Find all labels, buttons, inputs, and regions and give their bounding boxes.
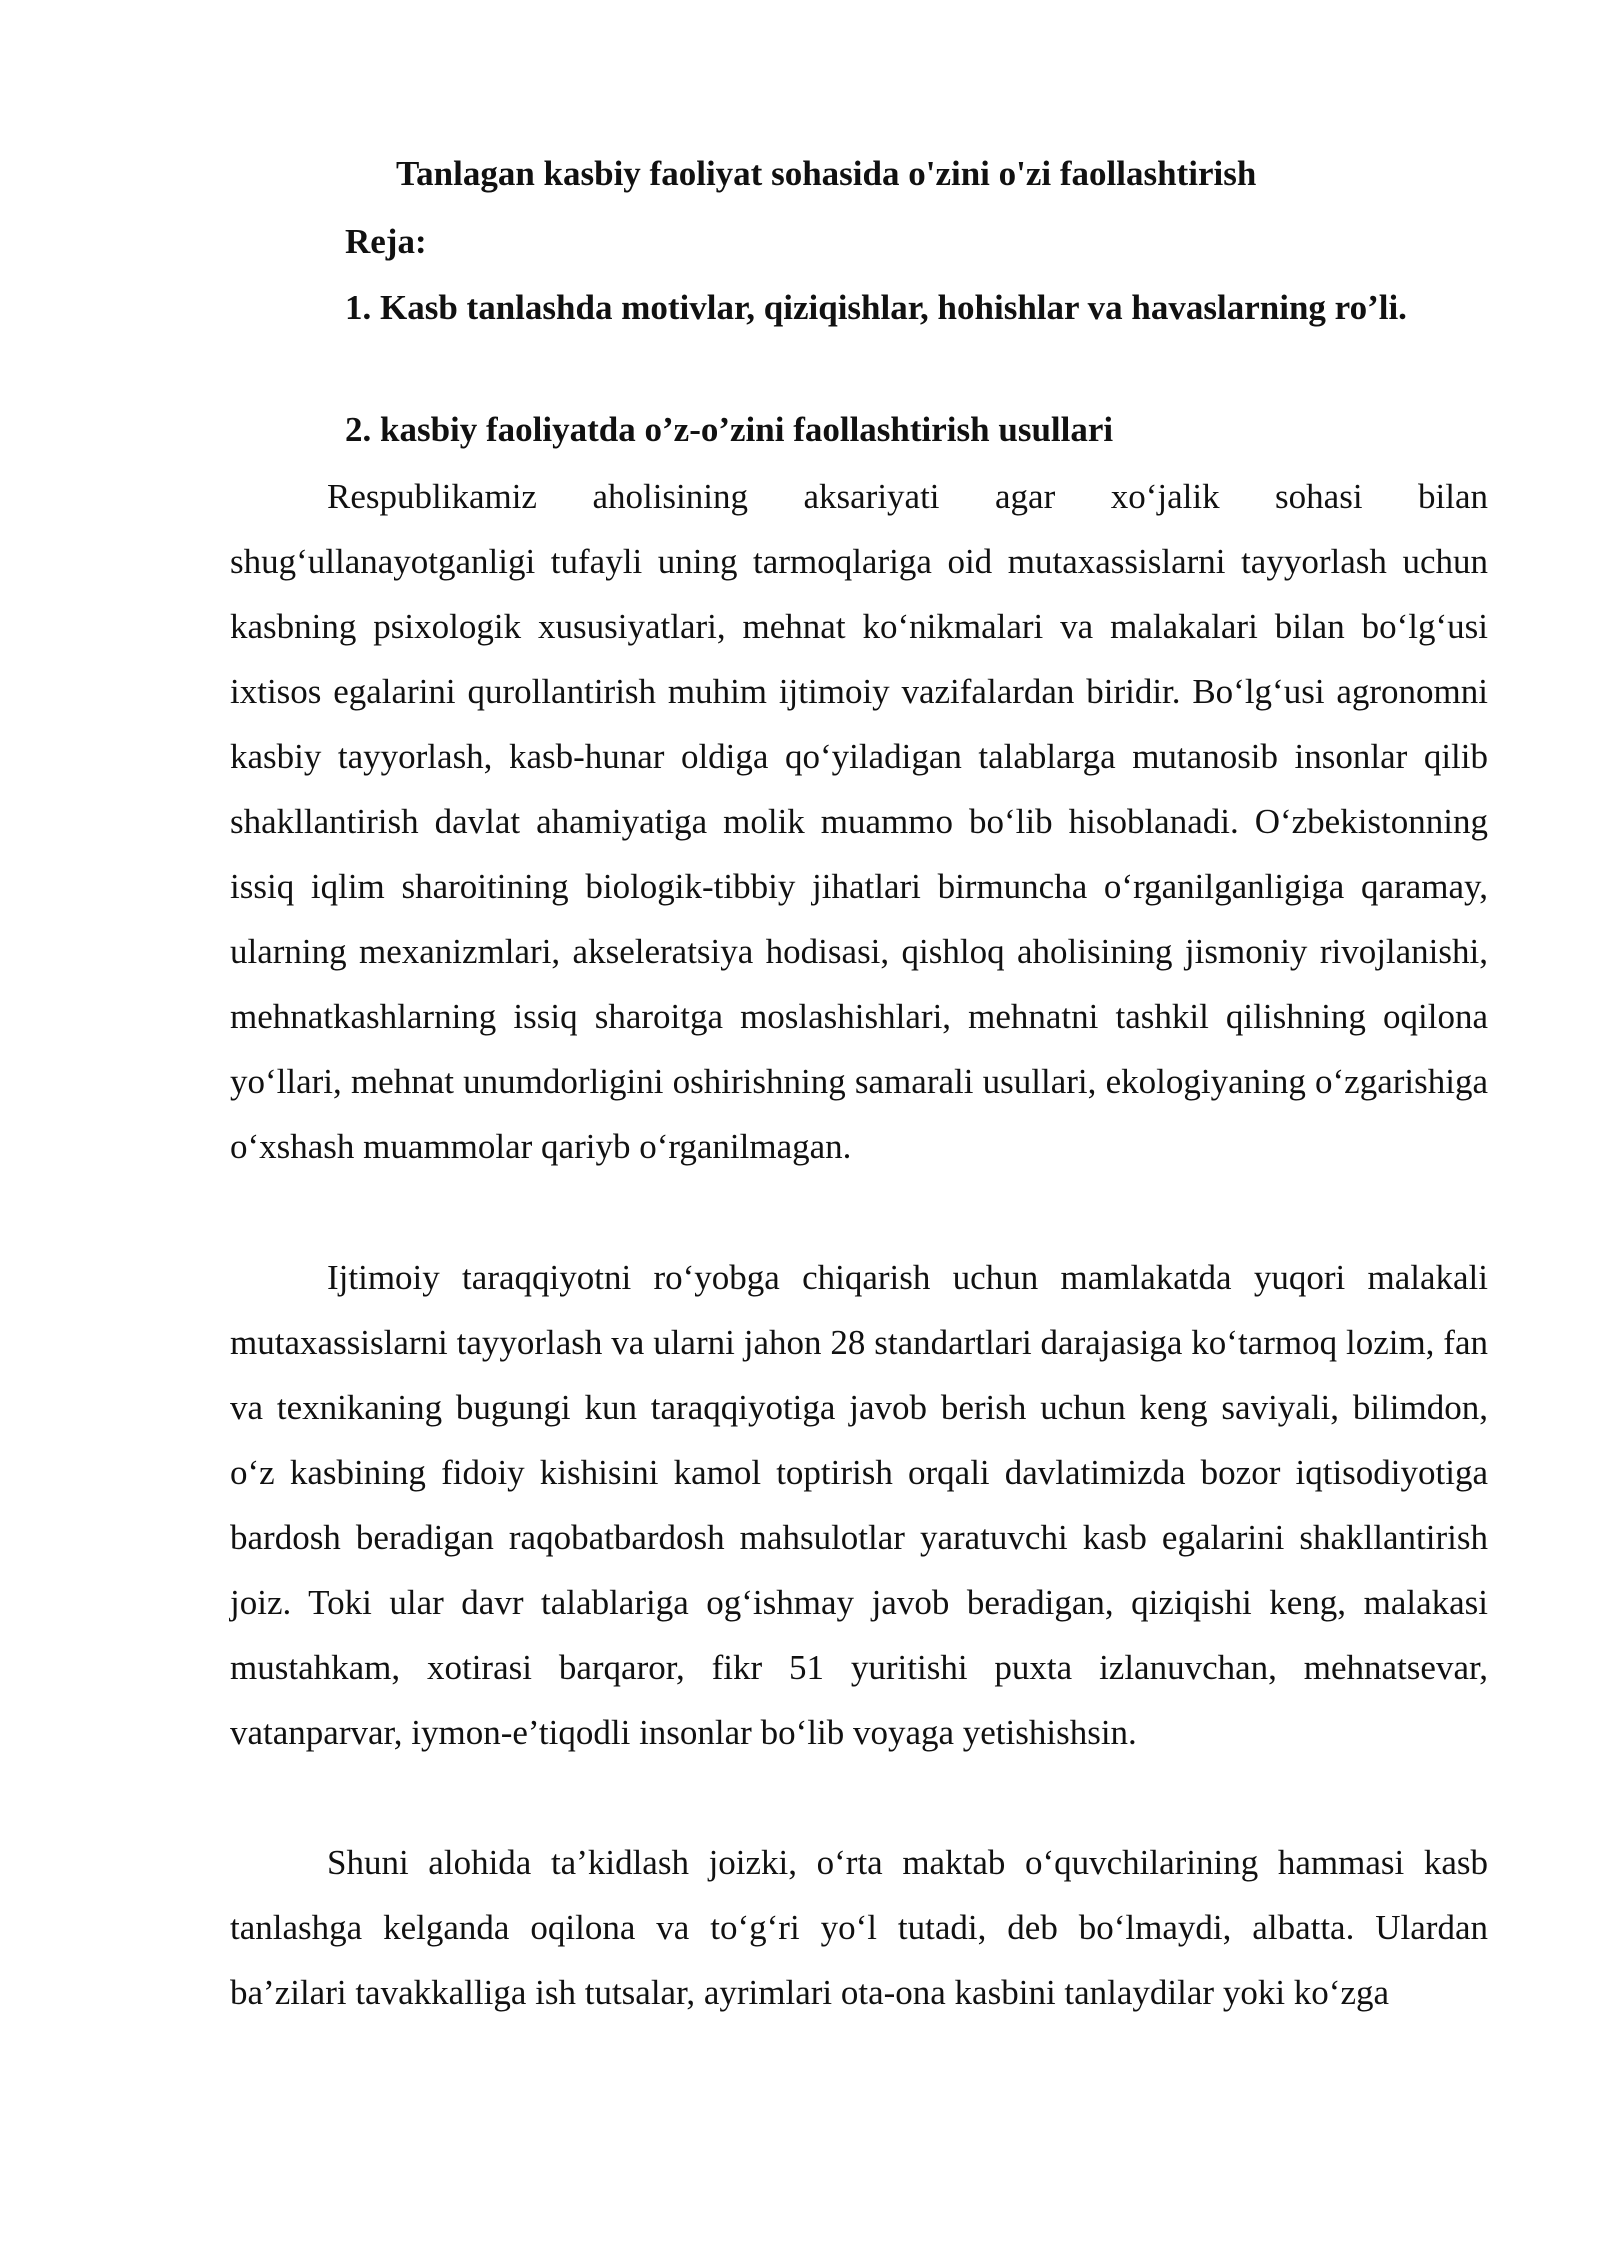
body-paragraph-1: Respublikamiz aholisining aksariyati agar xo‘jalik sohasi bilan shug‘ullanayotganligi tufayli uning tarmoqlariga oid mutaxassislarni tayyorlash uchun kasbning psixologik xususiyatlari, mehnat ko‘nikmalari va malakalari bilan bo‘lg‘usi ixtisos egalarini qurollantirish muhim ijtimoiy vazifalardan biridir. Bo‘lg‘usi agronomni kasbiy tayyorlash, kasb-hunar oldiga qo‘yiladigan talablarga mutanosib insonlar qilib shakllantirish davlat ahamiyatiga molik muammo bo‘lib hisoblanadi. O‘zbekistonning issiq iqlim sharoitining biologik-tibbiy jihatlari birmuncha o‘rganilganligiga qaramay, ularning mexanizmlari, akseleratsiya hodisasi, qishloq aholisining jismoniy rivojlanishi, mehnatkashlarning issiq sharoitga moslashishlari, mehnatni tashkil qilishning oqilona yo‘llari, mehnat unumdorligini oshirishning samarali usullari, ekologiyaning o‘zgarishiga o‘xshash muammolar qariyb o‘rganilmagan. xyxy=(230,477,1488,1166)
plan-item-2: 2. kasbiy faoliyatda o’z-o’zini faollashtirish usullari xyxy=(345,410,1114,449)
plan-item-1: 1. Kasb tanlashda motivlar, qiziqishlar, hohishlar va havaslarning ro’li. xyxy=(345,288,1407,327)
body-paragraph-2: Ijtimoiy taraqqiyotni ro‘yobga chiqarish uchun mamlakatda yuqori malakali mutaxassislarni tayyorlash va ularni jahon 28 standartlari darajasiga ko‘tarmoq lozim, fan va texnikaning bugungi kun taraqqiyotiga javob berish uchun keng saviyali, bilimdon, o‘z kasbining fidoiy kishisini kamol toptirish orqali davlatimizda bozor iqtisodiyotiga bardosh beradigan raqobatbardosh mahsulotlar yaratuvchi kasb egalarini shakllantirish joiz. Toki ular davr talablariga og‘ishmay javob beradigan, qiziqishi keng, malakasi mustahkam, xotirasi barqaror, fikr 51 yuritishi puxta izlanuvchan, mehnatsevar, vatanparvar, iymon-e’tiqodli insonlar bo‘lib voyaga yetishishsin. xyxy=(230,1258,1488,1752)
plan-heading: Reja: xyxy=(345,222,427,261)
body-paragraph-3: Shuni alohida ta’kidlash joizki, o‘rta maktab o‘quvchilarining hammasi kasb tanlashga kelganda oqilona va to‘g‘ri yo‘l tutadi, deb bo‘lmaydi, albatta. Ulardan ba’zilari tavakkalliga ish tutsalar, ayrimlari ota-ona kasbini tanlaydilar yoki ko‘zga xyxy=(230,1843,1488,2012)
document-title: Tanlagan kasbiy faoliyat sohasida o'zini o'zi faollashtirish xyxy=(396,154,1257,193)
